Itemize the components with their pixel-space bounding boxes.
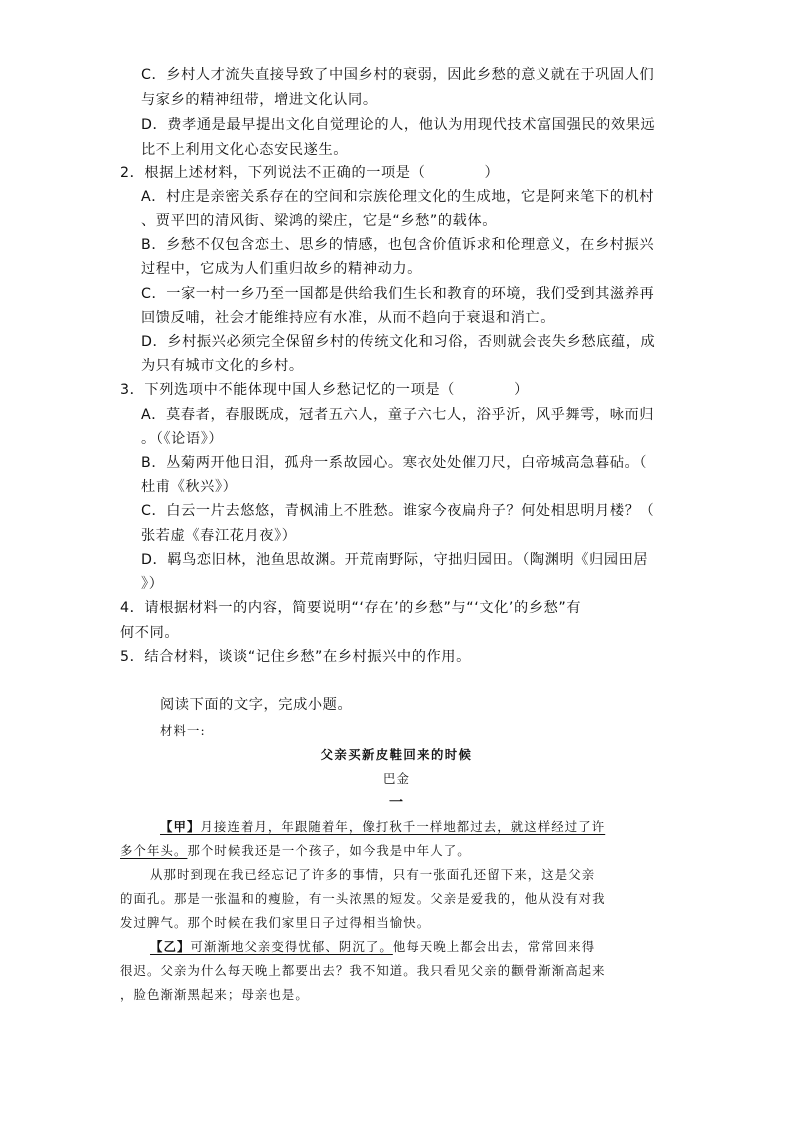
q3-option-b-line2: 杜甫《秋兴》） <box>141 479 238 495</box>
q3-option-d-line1: D．羁鸟恋旧林，池鱼思故渊。开荒南野际，守拙归园田。（陶渊明《归园田居 <box>141 552 649 568</box>
passage-title: 父亲买新皮鞋回来的时候 <box>320 747 473 762</box>
paragraph-1-line2: 多个年头。那个时候我还是一个孩子，如今我是中年人了。 <box>120 843 471 858</box>
q5-line1: 5．结合材料，谈谈“记住乡愁”在乡村振兴中的作用。 <box>120 649 471 665</box>
q3-option-b-line1: B．丛菊两开他日泪，孤舟一系故园心。寒衣处处催刀尺，白帝城高急暮砧。（ <box>141 455 648 471</box>
q2-option-b-line1: B．乡愁不仅包含恋土、思乡的情感，也包含价值诉求和伦理意义，在乡村振兴 <box>141 237 655 253</box>
q3-option-a-line1: A．莫春者，春服既成，冠者五六人，童子六七人，浴乎沂，风乎舞雩，咏而归 <box>141 407 655 423</box>
q2-stem: 2．根据上述材料，下列说法不正确的一项是（ ） <box>120 165 500 181</box>
marker-jia: 【甲】 <box>160 819 201 834</box>
q1-option-c-line2: 与家乡的精神纽带，增进文化认同。 <box>141 92 378 108</box>
q1-option-c-line1: C．乡村人才流失直接导致了中国乡村的衰弱，因此乡愁的意义就在于巩固人们 <box>141 67 655 83</box>
passage-author: 巴金 <box>383 771 410 786</box>
marker-yi: 【乙】 <box>150 939 191 954</box>
q3-option-a-line2: 。（《论语》） <box>141 431 224 447</box>
paragraph-1-line1 <box>160 818 605 836</box>
q3-option-d-line2: 》） <box>141 576 164 592</box>
q3-option-c-line2: 张若虚《春江花月夜》） <box>141 528 297 544</box>
material-label: 材料一: <box>160 723 206 738</box>
q2-option-c-line1: C．一家一村一乡乃至一国都是供给我们生长和教育的环境，我们受到其滋养再 <box>141 286 655 302</box>
q2-option-b-line2: 过程中，它成为人们重归故乡的精神动力。 <box>141 261 422 277</box>
q2-option-a-line2: 、贾平凹的清风街、梁鸿的梁庄，它是“乡愁”的载体。 <box>141 213 498 229</box>
reading-instruction: 阅读下面的文字，完成小题。 <box>160 697 353 713</box>
paragraph-2-line1: 从那时到现在我已经忘记了许多的事情，只有一张面孔还留下来，这是父亲 <box>150 867 596 882</box>
paragraph-3-underlined: 【乙】可渐渐地父亲变得忧郁、阴沉了。 <box>150 939 393 954</box>
q4-line2: 何不同。 <box>120 625 180 641</box>
paragraph-2-line3: 发过脾气。那个时候在我们家里日子过得相当愉快。 <box>120 915 431 930</box>
q1-option-d-line1: D．费孝通是最早提出文化自觉理论的人，他认为用现代技术富国强民的效果远 <box>141 117 656 133</box>
q2-option-c-line2: 回馈反哺，社会才能维持应有水准，从而不趋向于衰退和消亡。 <box>141 310 556 326</box>
paragraph-1-underlined: 【甲】月接连着月，年跟随着年，像打秋千一样地都过去，就这样经过了许 <box>160 819 606 834</box>
section-number: 一 <box>388 795 405 811</box>
q4-line1: 4．请根据材料一的内容，简要说明“‘存在’的乡愁”与“‘文化’的乡愁”有 <box>120 600 582 616</box>
paragraph-2-line2: 的面孔。那是一张温和的瘦脸，有一头浓黑的短发。父亲是爱我的，他从没有对我 <box>120 891 606 906</box>
q2-option-d-line1: D．乡村振兴必须完全保留乡村的传统文化和习俗，否则就会丧失乡愁底蕴，成 <box>141 334 656 350</box>
q3-stem: 3．下列选项中不能体现中国人乡愁记忆的一项是（ ） <box>120 382 529 398</box>
paragraph-3-line1: 【乙】可渐渐地父亲变得忧郁、阴沉了。他每天晚上都会出去，常常回来得 <box>150 939 596 954</box>
q1-option-d-line2: 比不上利用文化心态安民遂生。 <box>141 142 349 158</box>
q2-option-a-line1: A．村庄是亲密关系存在的空间和宗族伦理文化的生成地，它是阿来笔下的机村 <box>141 189 655 205</box>
paragraph-3-line3: ，脸色渐渐黑起来；母亲也是。 <box>120 987 309 1002</box>
q2-option-d-line2: 为只有城市文化的乡村。 <box>141 358 304 374</box>
paragraph-3-line2: 很迟。父亲为什么每天晚上都要出去？我不知道。我只看见父亲的颧骨渐渐高起来 <box>120 963 606 978</box>
q3-option-c-line1: C．白云一片去悠悠，青枫浦上不胜愁。谁家今夜扁舟子？何处相思明月楼？（ <box>141 503 655 519</box>
